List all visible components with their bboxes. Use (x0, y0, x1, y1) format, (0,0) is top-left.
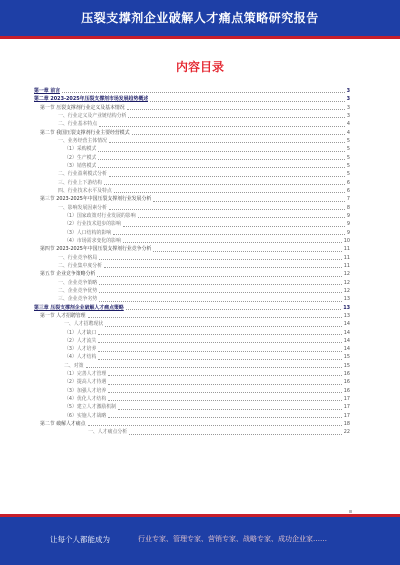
toc-leader-dots (99, 296, 342, 302)
toc-entry-text: 一、企业竞争策略 (58, 279, 98, 286)
toc-entry[interactable] (34, 245, 350, 253)
toc-entry[interactable] (34, 95, 350, 103)
toc-entry-text: 四、行业技术水平及特点 (58, 187, 112, 194)
toc-entry[interactable] (34, 179, 350, 187)
toc-page-number: 9 (346, 221, 350, 228)
toc-leader-dots (109, 137, 345, 143)
toc-entry[interactable] (34, 254, 350, 262)
toc-leader-dots (108, 387, 342, 393)
toc-entry[interactable] (34, 229, 350, 237)
report-header-bar (0, 0, 400, 39)
toc-entry-text: 第二章 2023-2025年压裂支撑剂市场发展趋势概述 (34, 96, 149, 103)
toc-leader-dots (113, 229, 345, 235)
toc-page-number: 22 (343, 429, 350, 436)
toc-leader-dots (123, 221, 345, 227)
toc-page-number: 14 (343, 337, 350, 344)
toc-leader-dots (127, 104, 345, 110)
toc-page-number: 8 (346, 204, 350, 211)
toc-page-number: 16 (343, 379, 350, 386)
toc-leader-dots (153, 196, 345, 202)
table-of-contents (34, 87, 350, 437)
toc-page-number: 13 (343, 296, 350, 303)
toc-entry[interactable] (34, 420, 350, 428)
toc-entry[interactable] (34, 87, 350, 95)
toc-leader-dots (97, 271, 341, 277)
toc-page-number: 7 (346, 196, 350, 203)
toc-page-number: 15 (343, 362, 350, 369)
toc-page-number: 17 (343, 396, 350, 403)
toc-page-number: 5 (346, 137, 350, 144)
page-marker (349, 510, 352, 513)
toc-leader-dots (98, 162, 344, 168)
toc-entry[interactable] (34, 395, 350, 403)
toc-leader-dots (150, 96, 344, 102)
toc-entry-text: 二、行业基本特点 (58, 121, 98, 128)
footer-bar (0, 514, 400, 565)
toc-entry-text: 一、影响发展因素分析 (58, 204, 107, 211)
toc-entry-text: （3）加强人才培养 (64, 387, 107, 394)
toc-page-number: 14 (343, 321, 350, 328)
toc-entry-text: 第三章 压裂支撑剂企业破解人才痛点策略 (34, 304, 124, 311)
toc-leader-dots (62, 87, 344, 93)
toc-entry[interactable] (34, 304, 350, 312)
toc-entry-text: 三、企业竞争劣势 (58, 296, 98, 303)
toc-page-number: 14 (343, 346, 350, 353)
toc-entry[interactable] (34, 120, 350, 128)
toc-entry-text: （1）完善人才管理 (64, 371, 107, 378)
toc-page-number: 16 (343, 387, 350, 394)
toc-entry[interactable] (34, 312, 350, 320)
toc-entry[interactable] (34, 403, 350, 411)
toc-entry-text: 第一节 压裂支撑剂行业定义及基本情况 (40, 104, 125, 111)
toc-entry-text: 二、行业盈利模式分析 (58, 171, 107, 178)
toc-leader-dots (128, 112, 344, 118)
report-title: 压裂支撑剂企业破解人才痛点策略研究报告 (81, 11, 319, 25)
toc-entry-text: （4）优化人才结构 (64, 396, 107, 403)
toc-leader-dots (99, 279, 342, 285)
toc-leader-dots (138, 212, 345, 218)
toc-entry-text: 第二节 破解人才痛点 (40, 421, 86, 428)
toc-entry[interactable] (34, 195, 350, 203)
toc-leader-dots (98, 346, 341, 352)
toc-page-number: 13 (343, 304, 350, 311)
toc-entry-text: 三、行业上下游结构 (58, 179, 103, 186)
toc-entry[interactable] (34, 412, 350, 420)
toc-leader-dots (109, 204, 345, 210)
toc-entry[interactable] (34, 220, 350, 228)
toc-leader-dots (153, 246, 341, 252)
toc-page-number: 14 (343, 329, 350, 336)
toc-entry-text: （3）人才培养 (64, 346, 97, 353)
toc-entry-text: 二、企业竞争优势 (58, 287, 98, 294)
toc-entry[interactable] (34, 112, 350, 120)
toc-entry-text: 第二节 我国压裂支撑剂行业主要经营模式 (40, 129, 130, 136)
toc-entry[interactable] (34, 378, 350, 386)
toc-entry-text: 一、人才招聘现状 (64, 321, 104, 328)
toc-entry[interactable] (34, 362, 350, 370)
toc-entry-text: （2）人才流失 (64, 337, 97, 344)
toc-entry[interactable] (34, 428, 350, 436)
toc-page-number: 5 (346, 162, 350, 169)
toc-leader-dots (86, 362, 342, 368)
toc-leader-dots (132, 129, 345, 135)
toc-page-number: 17 (343, 412, 350, 419)
toc-entry[interactable] (34, 104, 350, 112)
toc-page-number: 9 (346, 229, 350, 236)
toc-entry-text: （2）提高人才待遇 (64, 379, 107, 386)
toc-leader-dots (105, 321, 342, 327)
toc-leader-dots (88, 420, 342, 426)
toc-leader-dots (129, 429, 342, 435)
toc-leader-dots (98, 354, 341, 360)
toc-entry-text: （2）行业技术进步的影响 (64, 221, 121, 228)
toc-page-number: 15 (343, 354, 350, 361)
toc-entry[interactable] (34, 162, 350, 170)
toc-leader-dots (99, 254, 342, 260)
toc-leader-dots (123, 237, 342, 243)
toc-entry-text: （3）销售模式 (64, 162, 97, 169)
toc-title: 内容目录 (175, 60, 224, 74)
toc-leader-dots (108, 395, 342, 401)
toc-entry-text: 第四节 2023-2025年中国压裂支撑剂行业竞争分析 (40, 246, 152, 253)
toc-entry-text: 二、行业集中度分析 (58, 262, 103, 269)
toc-page-number: 10 (343, 237, 350, 244)
toc-entry[interactable] (34, 212, 350, 220)
toc-page-number: 9 (346, 212, 350, 219)
toc-page-number: 12 (343, 271, 350, 278)
toc-entry[interactable] (34, 345, 350, 353)
toc-page-number: 12 (343, 287, 350, 294)
toc-entry-text: （4）人才结构 (64, 354, 97, 361)
toc-entry[interactable] (34, 337, 350, 345)
toc-entry[interactable] (34, 170, 350, 178)
toc-entry-text: 一、行业定义及产业链结构分析 (58, 112, 127, 119)
toc-entry-text: （2）生产模式 (64, 154, 97, 161)
toc-entry-text: 一、人才痛点分析 (88, 429, 128, 436)
toc-entry-text: （6）实施人才战略 (64, 412, 107, 419)
toc-entry-text: 第三节 2023-2025年中国压裂支撑剂行业发展分析 (40, 196, 152, 203)
toc-leader-dots (99, 287, 342, 293)
toc-leader-dots (108, 412, 342, 418)
toc-leader-dots (98, 329, 341, 335)
toc-entry[interactable] (34, 329, 350, 337)
toc-page-number: 6 (346, 187, 350, 194)
toc-entry[interactable] (34, 270, 350, 278)
toc-page-number: 11 (343, 246, 350, 253)
toc-entry[interactable] (34, 320, 350, 328)
toc-leader-dots (114, 187, 345, 193)
toc-page-number: 5 (346, 146, 350, 153)
toc-entry[interactable] (34, 237, 350, 245)
toc-entry[interactable] (34, 154, 350, 162)
toc-entry[interactable] (34, 354, 350, 362)
toc-entry-text: 二、对策 (64, 362, 84, 369)
toc-entry[interactable] (34, 262, 350, 270)
toc-page-number: 3 (346, 96, 350, 103)
toc-leader-dots (98, 146, 344, 152)
toc-leader-dots (98, 337, 341, 343)
toc-leader-dots (108, 379, 342, 385)
toc-entry[interactable] (34, 370, 350, 378)
toc-page-number: 13 (343, 312, 350, 319)
toc-leader-dots (108, 370, 342, 376)
toc-entry-text: （5）建立人才激励机制 (64, 404, 117, 411)
toc-page-number: 11 (343, 262, 350, 269)
toc-entry[interactable] (34, 145, 350, 153)
toc-leader-dots (109, 171, 345, 177)
toc-leader-dots (99, 121, 345, 127)
toc-entry-text: （4）市场需求变化的影响 (64, 237, 121, 244)
toc-entry-text: （3）人口结构的影响 (64, 229, 112, 236)
toc-page-number: 18 (343, 421, 350, 428)
toc-page-number: 4 (346, 129, 350, 136)
toc-entry-text: 一、业务经营主体情况 (58, 137, 107, 144)
toc-page-number: 3 (346, 112, 350, 119)
toc-leader-dots (104, 179, 345, 185)
toc-page-number: 5 (346, 171, 350, 178)
toc-entry[interactable] (34, 137, 350, 145)
toc-entry-text: 第一节 人才招聘管理 (40, 312, 86, 319)
toc-page-number: 3 (346, 104, 350, 111)
toc-entry-text: 第五节 企业竞争策略分析 (40, 271, 96, 278)
toc-entry[interactable] (34, 287, 350, 295)
toc-entry[interactable] (34, 387, 350, 395)
toc-entry[interactable] (34, 279, 350, 287)
toc-entry-text: 第一章 前言 (34, 87, 61, 94)
toc-page-number: 11 (343, 254, 350, 261)
toc-entry[interactable] (34, 187, 350, 195)
toc-leader-dots (126, 304, 341, 310)
toc-entry-text: 一、行业竞争格局 (58, 254, 98, 261)
toc-page-number: 4 (346, 121, 350, 128)
toc-leader-dots (104, 262, 342, 268)
toc-leader-dots (118, 404, 342, 410)
toc-leader-dots (98, 154, 344, 160)
toc-entry-text: （1）采购模式 (64, 146, 97, 153)
toc-page-number: 12 (343, 279, 350, 286)
toc-entry[interactable] (34, 129, 350, 137)
toc-entry-text: （1）国家政策对行业发展的影响 (64, 212, 136, 219)
toc-entry-text: （1）人才缺口 (64, 329, 97, 336)
toc-entry[interactable] (34, 295, 350, 303)
toc-page-number: 5 (346, 154, 350, 161)
toc-page-number: 3 (346, 87, 350, 94)
toc-leader-dots (88, 312, 342, 318)
footer-roles: 行业专家、管理专家、营销专家、战略专家、成功企业家…… (138, 535, 327, 543)
footer-slogan: 让每个人都能成为 (50, 535, 110, 544)
toc-page-number: 17 (343, 404, 350, 411)
toc-page-number: 6 (346, 179, 350, 186)
toc-entry[interactable] (34, 204, 350, 212)
toc-page-number: 16 (343, 371, 350, 378)
